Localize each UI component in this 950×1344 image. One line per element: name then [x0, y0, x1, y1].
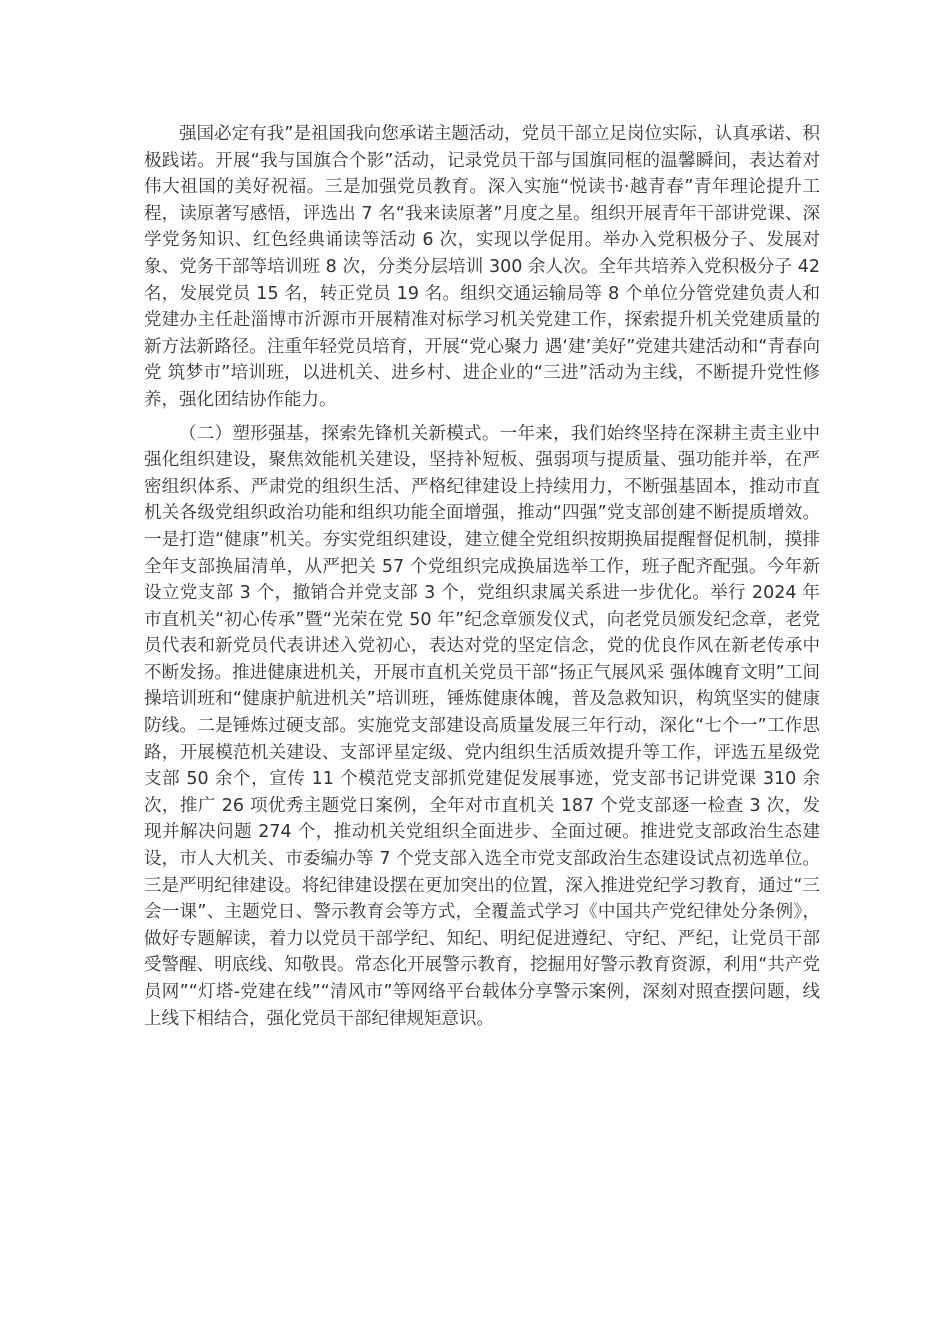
paragraph-organization-building: （二）塑形强基，探索先锋机关新模式。一年来，我们始终坚持在深耕主责主业中强化组织建设，聚焦效能机关建设，坚持补短板、强弱项与提质量、强功能并举，在严密组织体系、严肃党的组织生活、严格纪律建设上持续用力，不断强基固本，推动市直机关各级党组织政治功能和组织功能全面增强，推动“四强”党支部创建不断提质增效。一是打造“健康”机关。夯实党组织建设，建立健全党组织按期换届提醒督促机制，摸排全年支部换届清单，从严把关 57 个党组织完成换届选举工作，班子配齐配强。今年新设立党支部 3 个，撤销合并党支部 3 个，党组织隶属关系进一步优化。举行 2024 年市直机关“初心传承”暨“光荣在党 50 年”纪念章颁发仪式，向老党员颁发纪念章，老党员代表和新党员代表讲述入党初心，表达对党的坚定信念，党的优良作风在新老传承中不断发扬。推进健康进机关，开展市直机关党员干部“扬正气展风采 强体魄育文明”工间操培训班和“健康护航进机关”培训班，锤炼健康体魄，普及急救知识，构筑坚实的健康防线。二是锤炼过硬支部。实施党支部建设高质量发展三年行动，深化“七个一”工作思路，开展模范机关建设、支部评星定级、党内组织生活质效提升等工作，评选五星级党支部 50 余个，宣传 11 个模范党支部抓党建促发展事迹，党支部书记讲党课 310 余次，推广 26 项优秀主题党日案例，全年对市直机关 187 个党支部逐一检查 3 次，发现并解决问题 274 个，推动机关党组织全面进步、全面过硬。推进党支部政治生态建设，市人大机关、市委编办等 7 个党支部入选全市党支部政治生态建设试点初选单位。三是严明纪律建设。将纪律建设摆在更加突出的位置，深入推进党纪学习教育，通过“三会一课”、主题党日、警示教育会等方式，全覆盖式学习《中国共产党纪律处分条例》，做好专题解读，着力以党员干部学纪、知纪、明纪促进遵纪、守纪、严纪，让党员干部受警醒、明底线、知敬畏。常态化开展警示教育，挖掘用好警示教育资源，利用“共产党员网”“灯塔-党建在线”“清风市”等网络平台载体分享警示案例，深刻对照查摆问题，线上线下相结合，强化党员干部纪律规矩意识。 — [144, 423, 820, 1029]
paragraph-party-education: 强国必定有我”是祖国我向您承诺主题活动，党员干部立足岗位实际，认真承诺、积极践诺。开展“我与国旗合个影”活动，记录党员干部与国旗同框的温馨瞬间，表达着对伟大祖国的美好祝福。三是加强党员教育。深入实施“悦读书·越青春”青年理论提升工程，读原著写感悟，评选出 7 名“我来读原著”月度之星。组织开展青年干部讲党课、深学党务知识、红色经典诵读等活动 6 次，实现以学促用。举办入党积极分子、发展对象、党务干部等培训班 8 次，分类分层培训 300 余人次。全年共培养入党积极分子 42 名，发展党员 15 名，转正党员 19 名。组织交通运输局等 8 个单位分管党建负责人和党建办主任赴淄博市沂源市开展精准对标学习机关党建工作，探索提升机关党建质量的新方法新路径。注重年轻党员培育，开展“党心聚力 遇‘建’美好”党建共建活动和“青春向党 筑梦市”培训班，以进机关、进乡村、进企业的“三进”活动为主线，不断提升党性修养，强化团结协作能力。 — [144, 124, 820, 410]
document-body — [144, 121, 820, 1039]
